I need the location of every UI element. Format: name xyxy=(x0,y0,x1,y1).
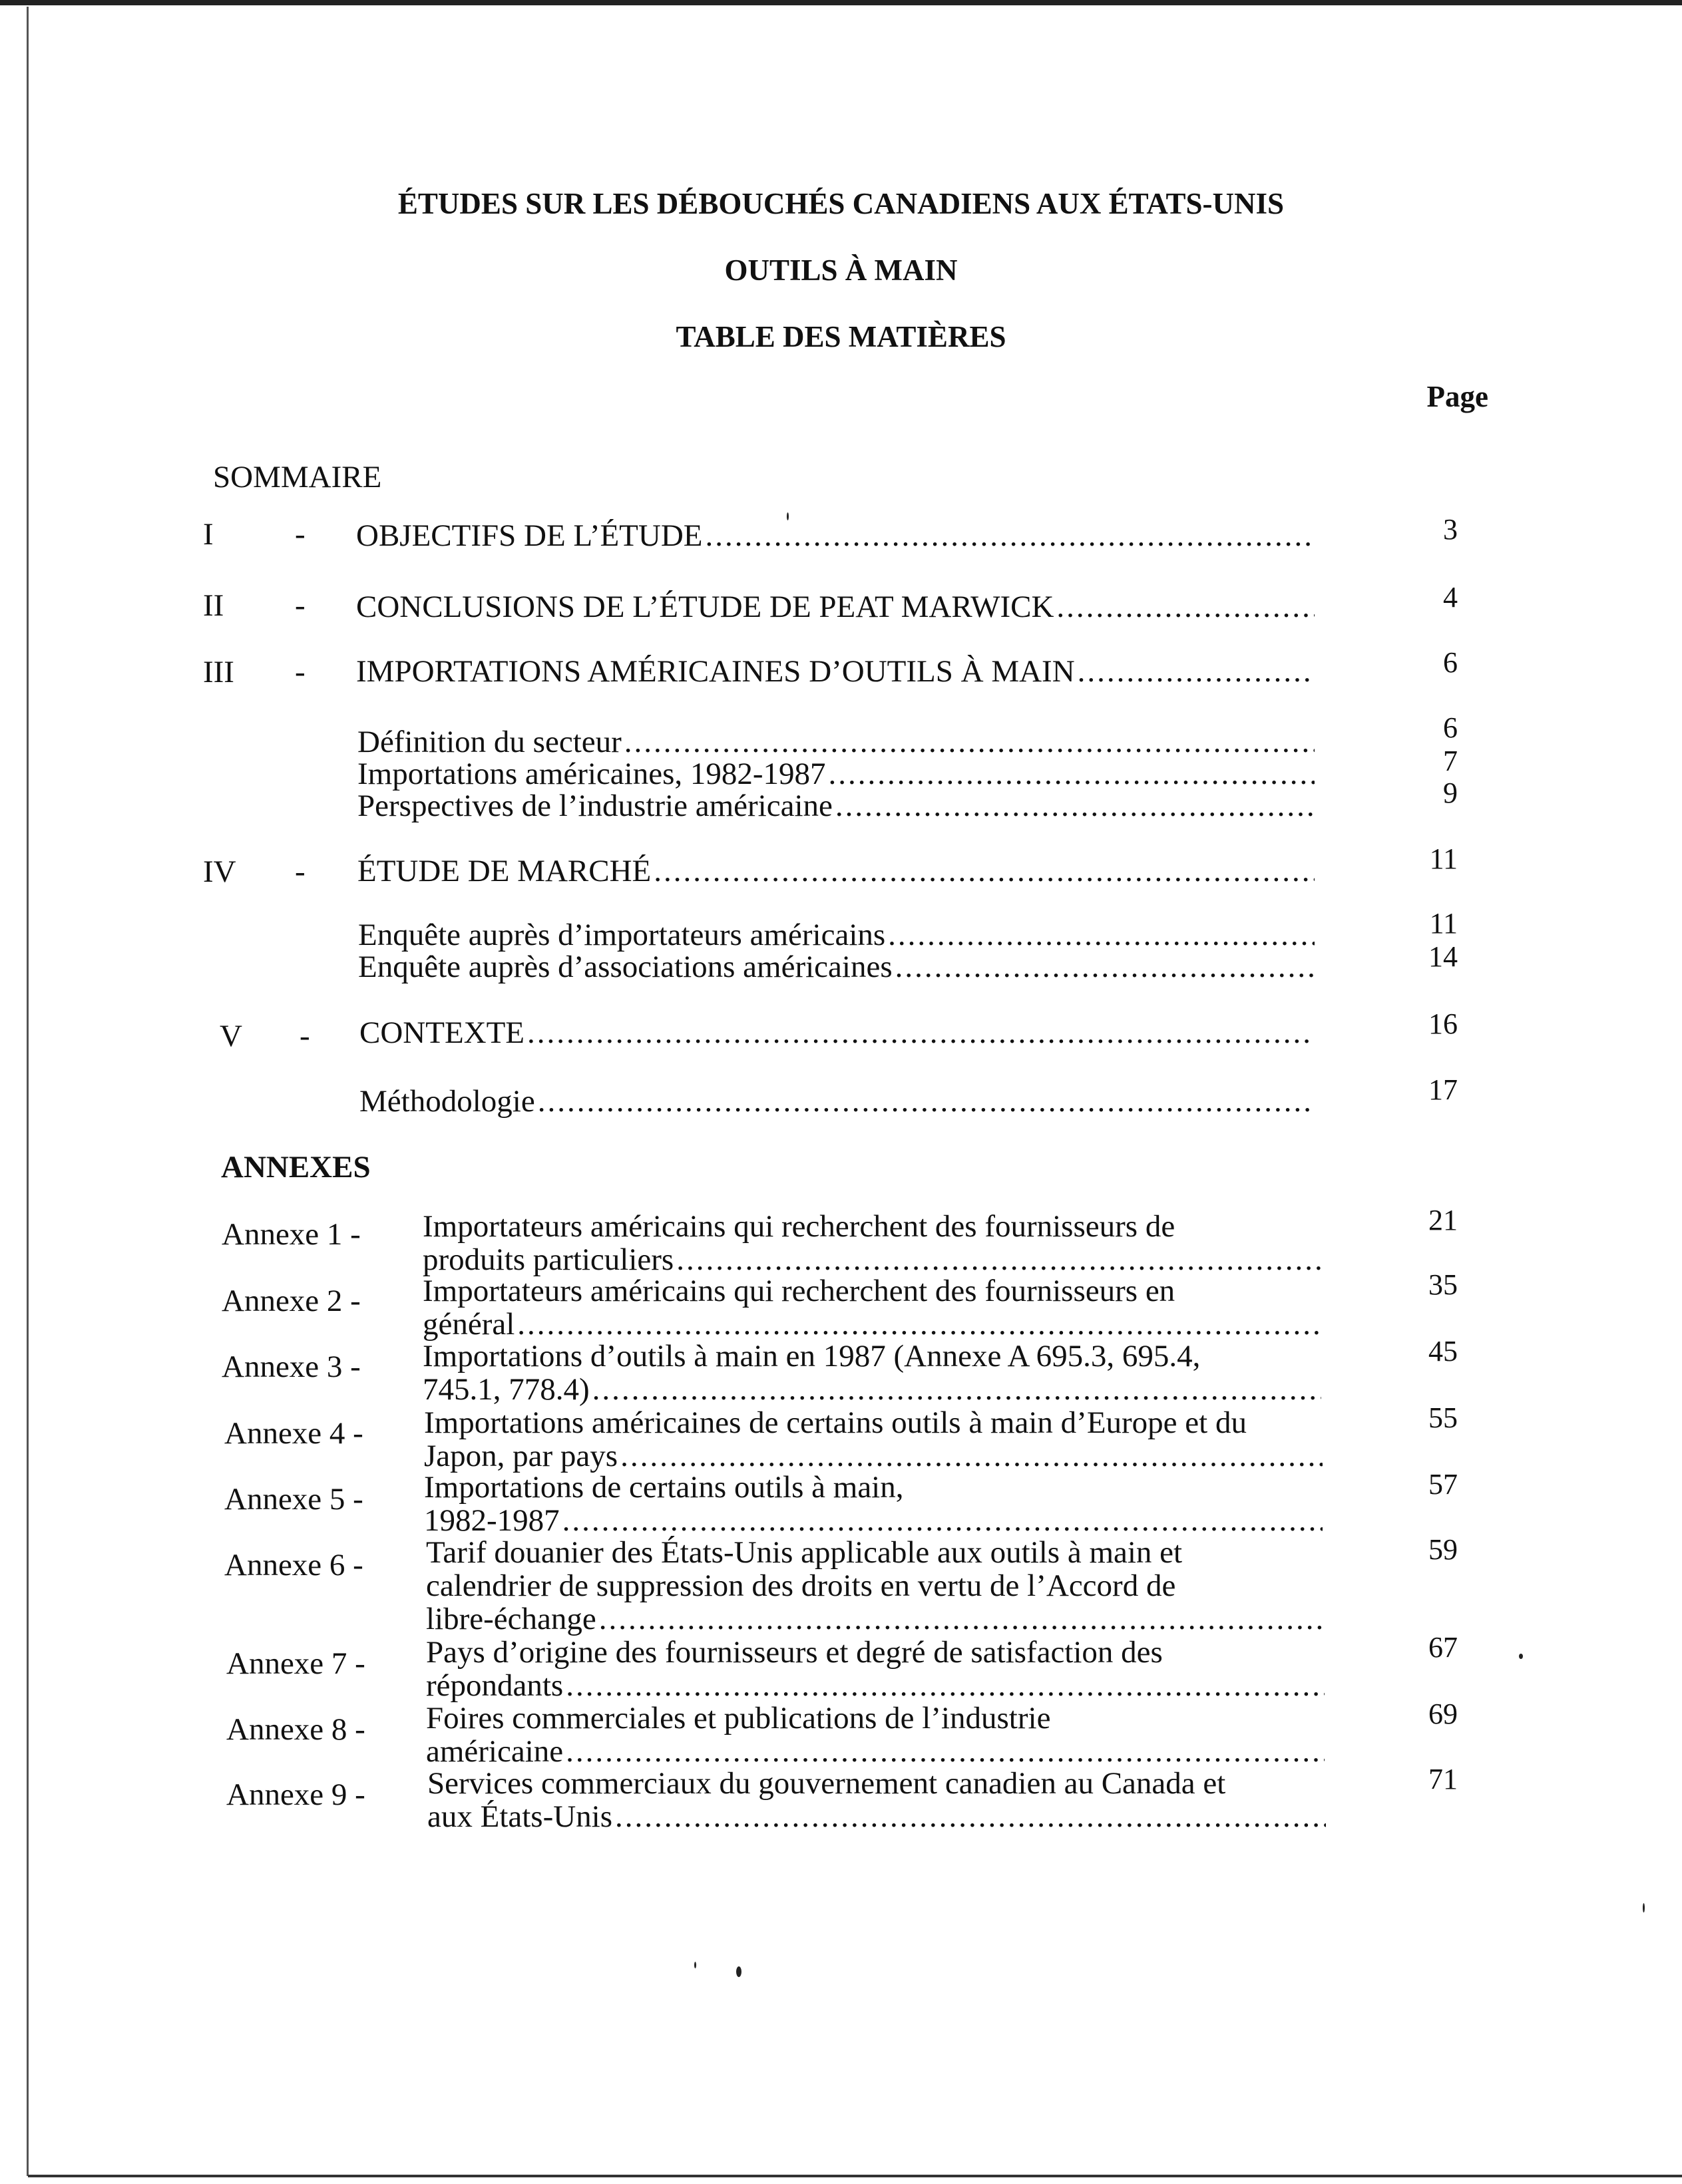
section-dash: - xyxy=(295,655,306,689)
page-number: 11 xyxy=(1429,907,1458,940)
annex-line-text: général xyxy=(423,1307,515,1342)
toc-subentry[interactable] xyxy=(358,917,1315,953)
page-bottom-border xyxy=(28,2175,1682,2177)
annex-description[interactable] xyxy=(426,1702,1325,1768)
toc-entry[interactable] xyxy=(356,589,1315,625)
toc-entry[interactable] xyxy=(357,853,1315,889)
toc-subentry[interactable] xyxy=(359,1083,1315,1119)
annex-line: Services commerciaux du gouvernement canadien au Canada et xyxy=(427,1766,1226,1801)
dot-leader xyxy=(592,1373,1321,1406)
page-number: 45 xyxy=(1428,1335,1458,1367)
page-number: 6 xyxy=(1443,711,1458,744)
dot-leader xyxy=(599,1602,1325,1636)
section-title: IMPORTATIONS AMÉRICAINES D’OUTILS À MAIN xyxy=(356,654,1075,689)
section-title: OBJECTIFS DE L’ÉTUDE xyxy=(356,518,703,553)
annex-label: Annexe 8 - xyxy=(226,1712,365,1747)
dot-leader xyxy=(620,1439,1323,1473)
annex-line-last xyxy=(424,1439,1323,1473)
annex-line-text: libre-échange xyxy=(426,1602,596,1636)
dot-leader xyxy=(538,1083,1315,1119)
dot-leader xyxy=(835,788,1315,824)
annex-label: Annexe 7 - xyxy=(226,1646,365,1681)
page-number: 11 xyxy=(1429,842,1458,875)
section-number: IV xyxy=(203,854,236,889)
subsection-title: Perspectives de l’industrie américaine xyxy=(357,789,833,823)
annex-label: Annexe 3 - xyxy=(222,1350,361,1384)
section-dash: - xyxy=(300,1019,310,1053)
dot-leader xyxy=(706,518,1315,554)
annex-line: Foires commerciales et publications de l’industrie xyxy=(426,1701,1051,1735)
page-column-label: Page xyxy=(1426,380,1488,413)
page-number: 35 xyxy=(1428,1268,1458,1301)
annex-line-text: aux États-Unis xyxy=(427,1799,613,1834)
annex-line-last xyxy=(426,1735,1325,1768)
annex-line-last xyxy=(423,1243,1321,1276)
toc-entry[interactable] xyxy=(359,1015,1315,1051)
section-title: ÉTUDE DE MARCHÉ xyxy=(357,854,652,888)
subsection-title: Enquête auprès d’importateurs américains xyxy=(358,918,886,952)
annex-line: Importations d’outils à main en 1987 (Annexe A 695.3, 695.4, xyxy=(423,1339,1201,1373)
annex-line-text: répondants xyxy=(426,1668,564,1703)
toc-entry[interactable] xyxy=(356,518,1315,554)
document-subtitle: OUTILS À MAIN xyxy=(724,254,958,287)
annex-line: Importateurs américains qui recherchent des fournisseurs en xyxy=(423,1274,1175,1308)
page-number: 69 xyxy=(1428,1698,1458,1730)
section-title: CONCLUSIONS DE L’ÉTUDE DE PEAT MARWICK xyxy=(356,590,1054,624)
dot-leader xyxy=(624,724,1315,760)
toc-subentry[interactable] xyxy=(358,949,1315,985)
section-number: III xyxy=(203,655,234,689)
scan-speck xyxy=(787,512,789,520)
scan-speck xyxy=(1519,1654,1523,1659)
subsection-title: Enquête auprès d’associations américaines xyxy=(358,950,893,984)
dot-leader xyxy=(676,1243,1321,1276)
document-title: ÉTUDES SUR LES DÉBOUCHÉS CANADIENS AUX ÉTATS-UNIS xyxy=(397,187,1285,220)
dot-leader xyxy=(654,853,1315,889)
annex-line-last xyxy=(423,1373,1321,1406)
annex-description[interactable] xyxy=(423,1274,1321,1341)
toc-subentry[interactable] xyxy=(357,756,1315,792)
page-number: 7 xyxy=(1443,745,1458,777)
section-number: II xyxy=(203,588,224,623)
annex-line-last xyxy=(423,1308,1321,1341)
annex-label: Annexe 2 - xyxy=(222,1284,361,1318)
page-number: 55 xyxy=(1428,1401,1458,1434)
subsection-title: Méthodologie xyxy=(359,1084,535,1119)
scan-speck xyxy=(1643,1903,1645,1912)
section-dash: - xyxy=(295,588,306,623)
annex-label: Annexe 6 - xyxy=(224,1548,363,1582)
dot-leader xyxy=(895,949,1315,985)
annex-description[interactable] xyxy=(424,1406,1323,1473)
dot-leader xyxy=(829,756,1315,792)
page-number: 3 xyxy=(1443,513,1458,546)
annex-label: Annexe 5 - xyxy=(224,1482,363,1517)
annex-line-text: Japon, par pays xyxy=(424,1439,618,1473)
annex-description[interactable] xyxy=(427,1767,1326,1833)
annex-label: Annexe 9 - xyxy=(226,1777,365,1812)
annex-label: Annexe 1 - xyxy=(222,1217,361,1252)
annex-line-last xyxy=(424,1504,1323,1537)
page-top-border xyxy=(0,0,1682,5)
section-dash: - xyxy=(295,517,306,552)
annex-line: Tarif douanier des États-Unis applicable aux outils à main et xyxy=(426,1535,1183,1570)
annex-label: Annexe 4 - xyxy=(224,1416,363,1451)
section-dash: - xyxy=(295,854,306,889)
annex-line: Importateurs américains qui recherchent des fournisseurs de xyxy=(423,1209,1175,1244)
annex-line-text: 745.1, 778.4) xyxy=(423,1372,590,1407)
sommaire-heading: SOMMAIRE xyxy=(213,460,382,494)
page-number: 67 xyxy=(1428,1631,1458,1664)
scan-speck xyxy=(694,1962,696,1968)
page-number: 59 xyxy=(1428,1533,1458,1566)
annex-description[interactable] xyxy=(423,1340,1321,1406)
annex-line-last xyxy=(426,1669,1325,1702)
section-number: I xyxy=(203,517,214,552)
toc-subentry[interactable] xyxy=(357,788,1315,824)
annex-line-last xyxy=(426,1602,1325,1636)
annex-description[interactable] xyxy=(423,1210,1321,1276)
subsection-title: Définition du secteur xyxy=(357,725,622,759)
annex-line: Importations de certains outils à main, xyxy=(424,1470,904,1505)
dot-leader xyxy=(1056,589,1315,625)
section-number: V xyxy=(220,1019,242,1053)
annex-line-text: 1982-1987 xyxy=(424,1503,560,1538)
toc-subentry[interactable] xyxy=(357,724,1315,760)
toc-heading: TABLE DES MATIÈRES xyxy=(676,320,1006,353)
subsection-title: Importations américaines, 1982-1987 xyxy=(357,757,826,791)
annex-description[interactable] xyxy=(426,1536,1325,1636)
toc-entry[interactable] xyxy=(356,653,1315,689)
annex-description[interactable] xyxy=(424,1471,1323,1537)
dot-leader xyxy=(888,917,1315,953)
page-number: 16 xyxy=(1428,1007,1458,1040)
page-number: 4 xyxy=(1443,581,1458,614)
page-number: 57 xyxy=(1428,1468,1458,1501)
dot-leader xyxy=(527,1015,1315,1051)
page-number: 6 xyxy=(1443,646,1458,679)
annex-line-last xyxy=(427,1800,1326,1833)
page-number: 17 xyxy=(1428,1073,1458,1106)
annex-line-text: produits particuliers xyxy=(423,1242,674,1277)
annexes-heading: ANNEXES xyxy=(221,1150,371,1184)
page-number: 9 xyxy=(1443,777,1458,809)
annex-line: Pays d’origine des fournisseurs et degré de satisfaction des xyxy=(426,1635,1163,1670)
dot-leader xyxy=(517,1308,1321,1341)
annex-line-text: américaine xyxy=(426,1734,564,1769)
dot-leader xyxy=(615,1800,1326,1833)
annex-description[interactable] xyxy=(426,1636,1325,1702)
dot-leader xyxy=(566,1735,1325,1768)
page-number: 71 xyxy=(1428,1763,1458,1795)
annex-line: calendrier de suppression des droits en vertu de l’Accord de xyxy=(426,1568,1176,1603)
page-number: 21 xyxy=(1428,1204,1458,1236)
dot-leader xyxy=(562,1504,1323,1537)
annex-line: Importations américaines de certains outils à main d’Europe et du xyxy=(424,1405,1247,1440)
page-number: 14 xyxy=(1428,940,1458,973)
dot-leader xyxy=(566,1669,1325,1702)
dot-leader xyxy=(1078,653,1315,689)
section-title: CONTEXTE xyxy=(359,1015,525,1050)
scan-speck xyxy=(736,1966,741,1977)
